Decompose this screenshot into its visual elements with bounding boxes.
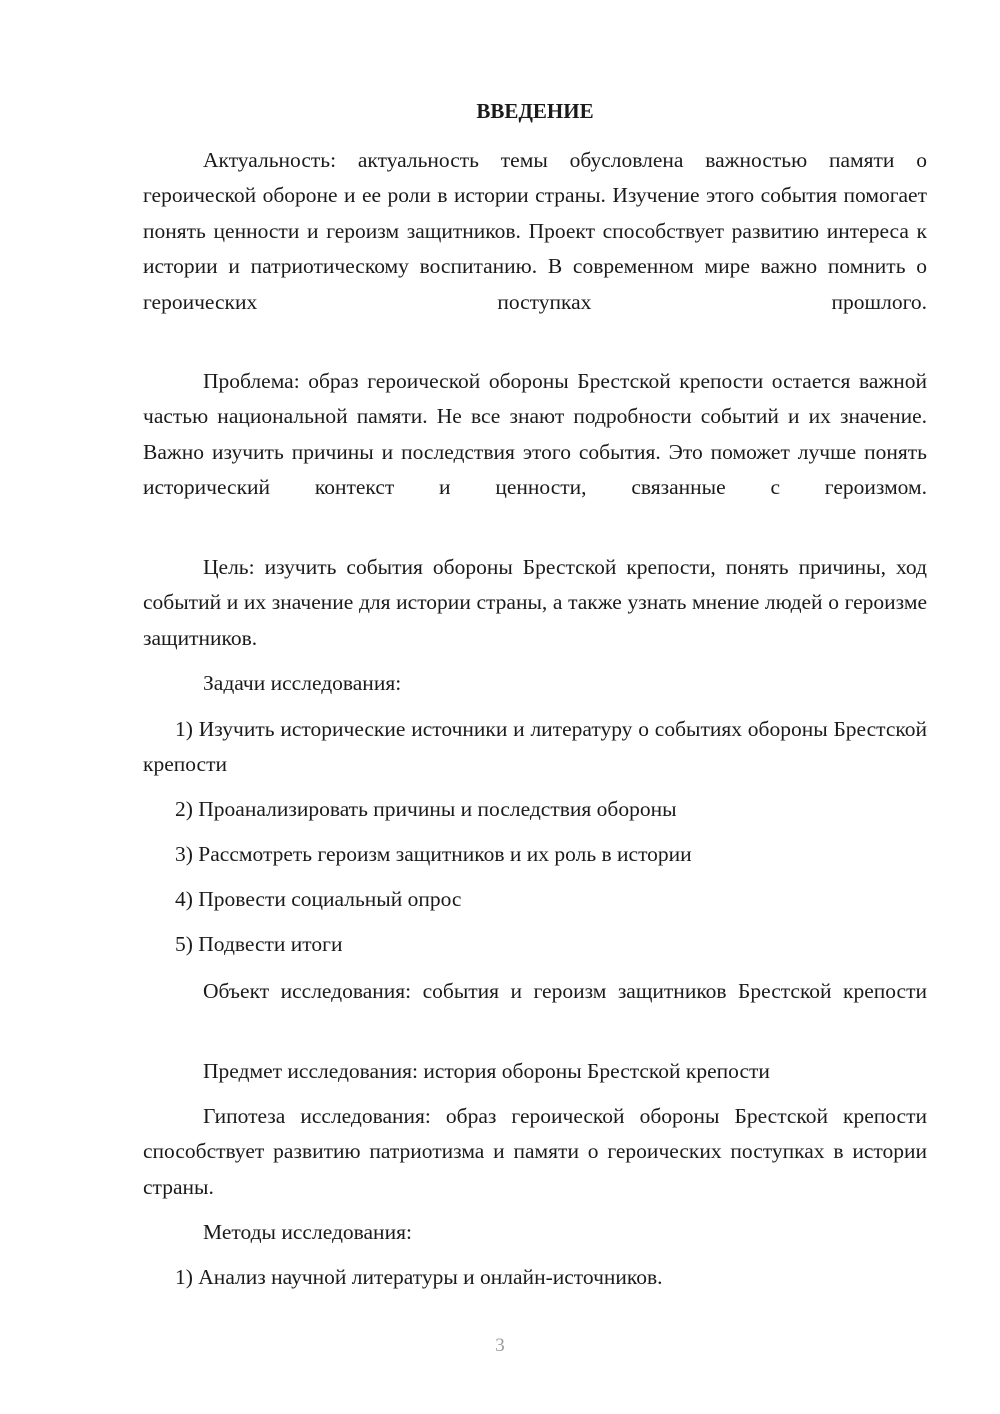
task-item-1: 1) Изучить исторические источники и литературу о событиях обороны Брестской крепости xyxy=(143,717,927,777)
goal-paragraph: Цель: изучить события обороны Брестской крепости, понять причины, ход событий и их значение для истории страны, а также узнать мнение людей о героизме защитников. xyxy=(143,555,927,650)
task-item-3: 3) Рассмотреть героизм защитников и их роль в истории xyxy=(175,842,692,866)
research-object-paragraph: Объект исследования: события и героизм защитников Брестской крепости xyxy=(203,979,927,1003)
problem-paragraph: Проблема: образ героической обороны Брестской крепости остается важной частью национальной памяти. Не все знают подробности событий и их значение. Важно изучить причины и последствия этого события. Это поможет лучше понять исторический контекст и ценности, связанные с героизмом. xyxy=(143,369,927,500)
section-heading: ВВЕДЕНИЕ xyxy=(476,99,594,123)
methods-title: Методы исследования: xyxy=(203,1220,412,1244)
task-item-5: 5) Подвести итоги xyxy=(175,932,343,956)
task-item-2: 2) Проанализировать причины и последствия обороны xyxy=(175,797,677,821)
tasks-title: Задачи исследования: xyxy=(203,671,402,695)
task-item-4: 4) Провести социальный опрос xyxy=(175,887,462,911)
method-item-1: 1) Анализ научной литературы и онлайн-источников. xyxy=(175,1265,663,1289)
page-number: 3 xyxy=(495,1335,505,1356)
hypothesis-paragraph: Гипотеза исследования: образ героической обороны Брестской крепости способствует развитию патриотизма и памяти о героических поступках в истории страны. xyxy=(143,1104,927,1199)
relevance-paragraph: Актуальность: актуальность темы обусловлена важностью памяти о героической обороне и ее роли в истории страны. Изучение этого события помогает понять ценности и героизм защитников. Проект способствует развитию интереса к истории и патриотическому воспитанию. В современном мире важно помнить о героических поступках прошлого. xyxy=(143,148,927,314)
research-subject-paragraph: Предмет исследования: история обороны Брестской крепости xyxy=(203,1059,770,1083)
